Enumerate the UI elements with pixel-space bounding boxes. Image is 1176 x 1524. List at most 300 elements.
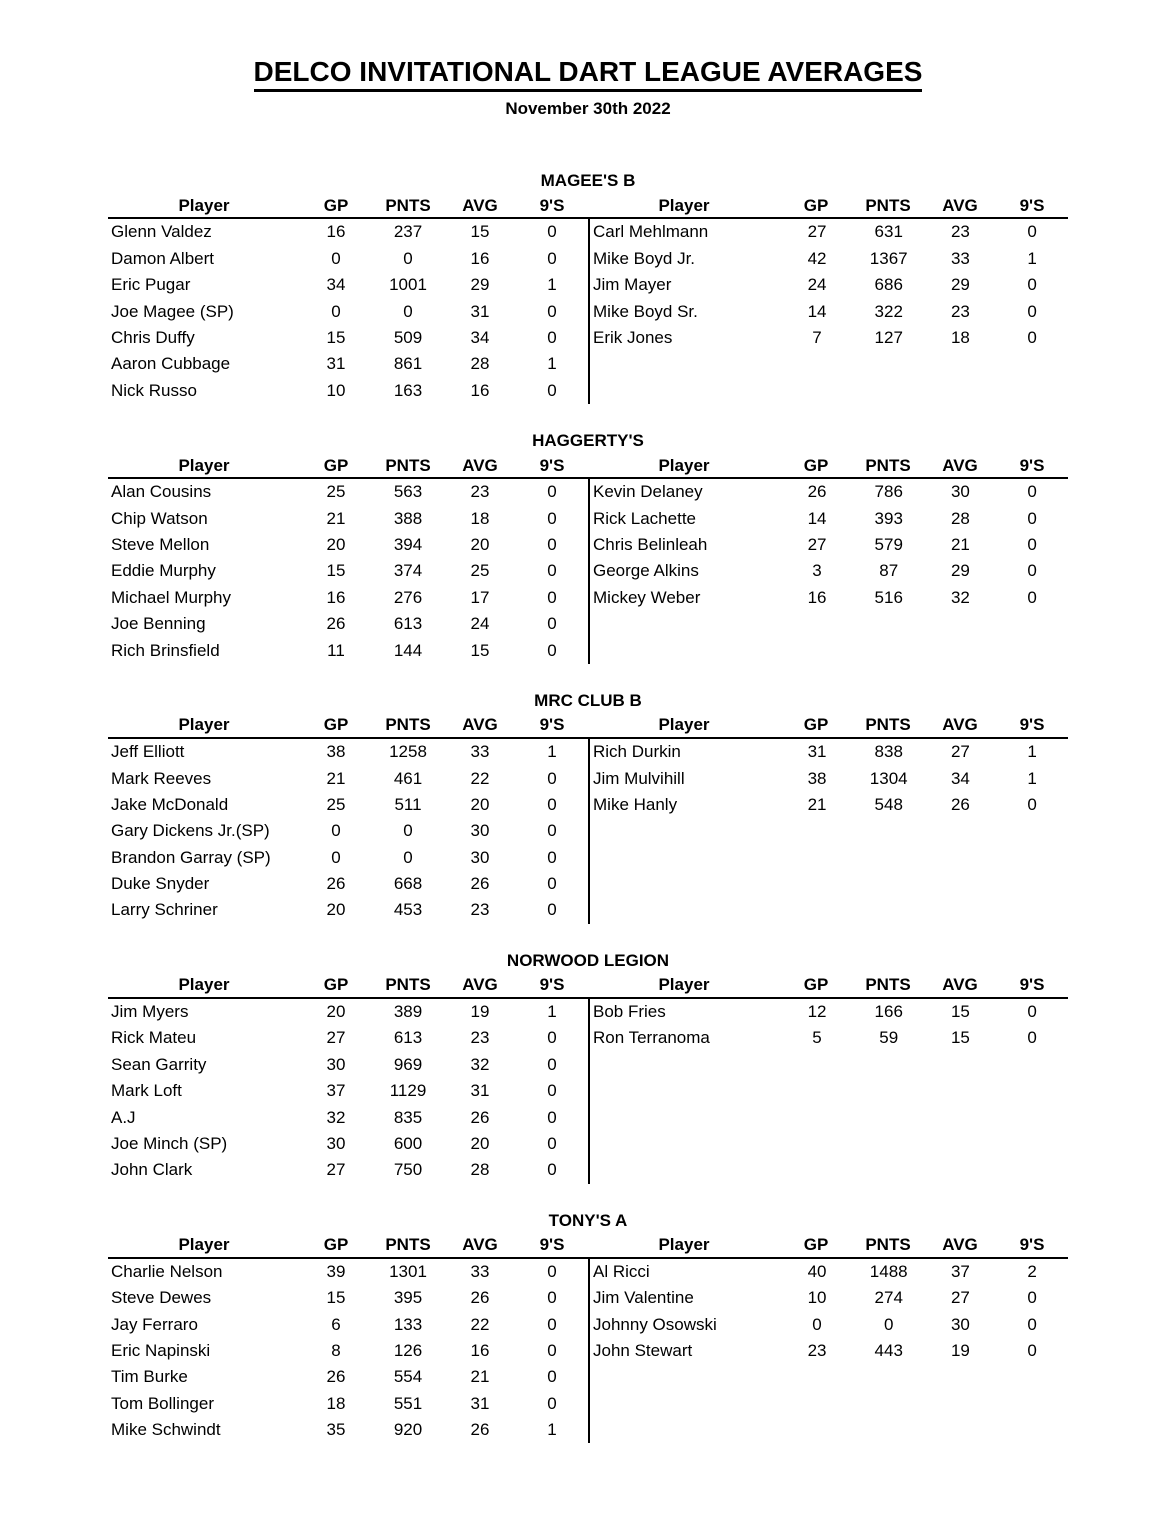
- pnts-cell: 0: [403, 847, 413, 867]
- table-left-half: [108, 196, 588, 404]
- avg-cell: 31: [470, 1081, 490, 1101]
- gp-cell: 26: [326, 1367, 346, 1387]
- col-header-player: Player: [658, 975, 710, 995]
- table-row: [108, 1052, 588, 1078]
- averages-table: [108, 456, 1068, 664]
- table-row: [108, 845, 588, 871]
- table-row: [108, 272, 588, 298]
- player-name-cell: Rich Durkin: [593, 742, 681, 762]
- pnts-cell: 395: [393, 1288, 423, 1308]
- nines-cell: 0: [1027, 482, 1037, 502]
- avg-cell: 15: [470, 222, 490, 242]
- player-name-cell: Jim Mayer: [593, 275, 672, 295]
- avg-cell: 32: [470, 1054, 490, 1074]
- avg-cell: 15: [950, 1028, 970, 1048]
- table-header: [108, 975, 588, 999]
- col-header-gp: GP: [323, 195, 349, 215]
- avg-cell: 33: [470, 1261, 490, 1281]
- pnts-cell: 394: [393, 535, 423, 555]
- gp-cell: 30: [326, 1133, 346, 1153]
- gp-cell: 27: [326, 1028, 346, 1048]
- avg-cell: 28: [470, 354, 490, 374]
- gp-cell: 34: [326, 275, 346, 295]
- pnts-cell: 0: [883, 1314, 894, 1334]
- gp-cell: 23: [807, 1340, 827, 1360]
- player-name-cell: Alan Cousins: [111, 482, 212, 502]
- gp-cell: 12: [807, 1001, 827, 1021]
- player-name-cell: Duke Snyder: [111, 874, 210, 894]
- avg-cell: 31: [470, 1393, 490, 1413]
- gp-cell: 21: [326, 768, 346, 788]
- gp-cell: 42: [807, 248, 827, 268]
- avg-cell: 23: [470, 482, 490, 502]
- pnts-cell: 166: [874, 1001, 903, 1021]
- col-header-nines: 9'S: [1019, 1235, 1045, 1255]
- table-header: [588, 975, 1068, 999]
- player-name-cell: John Stewart: [593, 1340, 693, 1360]
- nines-cell: 0: [547, 301, 557, 321]
- player-name-cell: Brandon Garray (SP): [111, 847, 271, 867]
- pnts-cell: 0: [403, 821, 413, 841]
- player-name-cell: Mike Hanly: [593, 794, 678, 814]
- col-header-avg: AVG: [942, 195, 978, 215]
- nines-cell: 0: [1027, 222, 1037, 242]
- pnts-cell: 126: [393, 1340, 423, 1360]
- table-row: [108, 818, 588, 844]
- col-header-nines: 9'S: [539, 1235, 565, 1255]
- avg-cell: 30: [950, 1314, 970, 1334]
- gp-cell: 25: [326, 482, 346, 502]
- player-name-cell: Tim Burke: [111, 1367, 188, 1387]
- player-name-cell: Joe Minch (SP): [111, 1133, 228, 1153]
- gp-cell: 26: [807, 482, 827, 502]
- nines-cell: 0: [1027, 328, 1037, 348]
- table-row: [590, 532, 1068, 558]
- col-header-gp: GP: [803, 715, 829, 735]
- table-row: [108, 871, 588, 897]
- table-row: [590, 325, 1068, 351]
- page-subtitle: November 30th 2022: [505, 99, 671, 119]
- table-rows: [108, 739, 588, 924]
- table-row: [108, 558, 588, 584]
- avg-cell: 26: [470, 1107, 490, 1127]
- avg-cell: 15: [950, 1001, 970, 1021]
- table-row: [590, 506, 1068, 532]
- averages-table: [108, 1235, 1068, 1443]
- gp-cell: 7: [812, 328, 822, 348]
- player-name-cell: Chip Watson: [111, 508, 208, 528]
- gp-cell: 27: [807, 535, 827, 555]
- team-name: TONY'S A: [548, 1210, 628, 1230]
- player-name-cell: Jeff Elliott: [111, 742, 185, 762]
- gp-cell: 21: [326, 508, 346, 528]
- table-row: [108, 611, 588, 637]
- avg-cell: 29: [470, 275, 490, 295]
- nines-cell: 0: [547, 1107, 557, 1127]
- pnts-cell: 786: [874, 482, 903, 502]
- gp-cell: 26: [326, 874, 346, 894]
- avg-cell: 16: [470, 380, 490, 400]
- team-section: [108, 431, 1068, 664]
- gp-cell: 31: [326, 354, 346, 374]
- pnts-cell: 668: [393, 874, 423, 894]
- nines-cell: 0: [1027, 275, 1037, 295]
- table-left-half: [108, 975, 588, 1183]
- gp-cell: 0: [331, 821, 341, 841]
- table-row: [590, 1338, 1068, 1364]
- table-row: [108, 637, 588, 663]
- pnts-cell: 322: [874, 301, 903, 321]
- table-row: [590, 272, 1068, 298]
- table-row: [590, 1285, 1068, 1311]
- avg-cell: 21: [950, 535, 970, 555]
- player-name-cell: Rich Brinsfield: [111, 640, 220, 660]
- table-header: [588, 196, 1068, 220]
- player-name-cell: Damon Albert: [111, 248, 214, 268]
- avg-cell: 23: [950, 301, 970, 321]
- col-header-gp: GP: [803, 975, 829, 995]
- nines-cell: 1: [547, 354, 557, 374]
- gp-cell: 14: [807, 508, 827, 528]
- col-header-player: Player: [178, 195, 230, 215]
- col-header-nines: 9'S: [1019, 975, 1045, 995]
- averages-table: [108, 975, 1068, 1183]
- nines-cell: 0: [547, 1340, 557, 1360]
- team-section: [108, 171, 1068, 404]
- nines-cell: 0: [547, 1288, 557, 1308]
- gp-cell: 20: [326, 900, 346, 920]
- player-name-cell: Al Ricci: [593, 1261, 650, 1281]
- player-name-cell: Chris Duffy: [111, 328, 195, 348]
- player-name-cell: Mickey Weber: [593, 587, 701, 607]
- table-row: [108, 1025, 588, 1051]
- table-rows: [108, 219, 588, 404]
- table-row: [108, 1364, 588, 1390]
- player-name-cell: Eric Napinski: [111, 1340, 211, 1360]
- page-title-text: DELCO INVITATIONAL DART LEAGUE AVERAGES: [254, 56, 923, 92]
- player-name-cell: Jake McDonald: [111, 794, 229, 814]
- avg-cell: 24: [470, 614, 490, 634]
- player-name-cell: Kevin Delaney: [593, 482, 703, 502]
- nines-cell: 0: [547, 874, 557, 894]
- table-row: [590, 585, 1068, 611]
- team-section: [108, 691, 1068, 924]
- col-header-pnts: PNTS: [865, 1235, 911, 1255]
- col-header-pnts: PNTS: [385, 195, 431, 215]
- player-name-cell: Jim Mulvihill: [593, 768, 685, 788]
- col-header-gp: GP: [803, 1235, 829, 1255]
- table-right-half: [588, 196, 1068, 404]
- player-name-cell: Ron Terranoma: [593, 1028, 710, 1048]
- avg-cell: 31: [470, 301, 490, 321]
- nines-cell: 0: [547, 328, 557, 348]
- nines-cell: 0: [1027, 794, 1037, 814]
- col-header-nines: 9'S: [539, 455, 565, 475]
- col-header-pnts: PNTS: [865, 455, 911, 475]
- team-name: NORWOOD LEGION: [506, 950, 670, 970]
- player-name-cell: Nick Russo: [111, 380, 197, 400]
- table-row: [590, 792, 1068, 818]
- player-name-cell: Charlie Nelson: [111, 1261, 223, 1281]
- player-name-cell: Bob Fries: [593, 1001, 666, 1021]
- avg-cell: 25: [470, 561, 490, 581]
- gp-cell: 10: [326, 380, 346, 400]
- avg-cell: 32: [950, 587, 970, 607]
- player-name-cell: Michael Murphy: [111, 587, 231, 607]
- avg-cell: 33: [470, 742, 490, 762]
- table-row: [108, 1259, 588, 1285]
- avg-cell: 21: [470, 1367, 490, 1387]
- avg-cell: 19: [950, 1340, 970, 1360]
- gp-cell: 38: [807, 768, 827, 788]
- avg-cell: 22: [470, 1314, 490, 1334]
- table-rows: [588, 219, 1068, 404]
- gp-cell: 27: [326, 1160, 346, 1180]
- pnts-cell: 861: [393, 354, 423, 374]
- gp-cell: 24: [807, 275, 827, 295]
- avg-cell: 20: [470, 794, 490, 814]
- col-header-avg: AVG: [942, 455, 978, 475]
- avg-cell: 26: [470, 1420, 490, 1440]
- avg-cell: 29: [950, 561, 970, 581]
- nines-cell: 0: [547, 847, 557, 867]
- pnts-cell: 1258: [389, 742, 427, 762]
- nines-cell: 0: [547, 1367, 557, 1387]
- table-row: [590, 1311, 1068, 1337]
- table-row: [590, 558, 1068, 584]
- col-header-pnts: PNTS: [865, 975, 911, 995]
- pnts-cell: 750: [393, 1160, 423, 1180]
- table-row: [108, 739, 588, 765]
- pnts-cell: 237: [393, 222, 423, 242]
- col-header-avg: AVG: [462, 1235, 498, 1255]
- gp-cell: 38: [326, 742, 346, 762]
- col-header-pnts: PNTS: [385, 455, 431, 475]
- col-header-nines: 9'S: [1019, 195, 1045, 215]
- nines-cell: 0: [1027, 1288, 1037, 1308]
- nines-cell: 0: [547, 1261, 557, 1281]
- gp-cell: 14: [807, 301, 827, 321]
- gp-cell: 37: [326, 1081, 346, 1101]
- player-name-cell: Joe Benning: [111, 614, 206, 634]
- player-name-cell: Steve Dewes: [111, 1288, 212, 1308]
- player-name-cell: Glenn Valdez: [111, 222, 212, 242]
- gp-cell: 27: [807, 222, 827, 242]
- gp-cell: 20: [326, 535, 346, 555]
- player-name-cell: Mark Reeves: [111, 768, 212, 788]
- player-name-cell: Mike Schwindt: [111, 1420, 221, 1440]
- nines-cell: 0: [1027, 301, 1037, 321]
- avg-cell: 20: [470, 1133, 490, 1153]
- col-header-gp: GP: [323, 715, 349, 735]
- nines-cell: 0: [547, 587, 557, 607]
- table-row: [108, 1417, 588, 1443]
- table-row: [590, 739, 1068, 765]
- player-name-cell: Larry Schriner: [111, 900, 218, 920]
- pnts-cell: 461: [393, 768, 423, 788]
- pnts-cell: 920: [393, 1420, 423, 1440]
- pnts-cell: 163: [393, 380, 423, 400]
- col-header-player: Player: [178, 715, 230, 735]
- pnts-cell: 686: [874, 275, 903, 295]
- pnts-cell: 388: [393, 508, 423, 528]
- pnts-cell: 1304: [869, 768, 908, 788]
- gp-cell: 16: [807, 587, 827, 607]
- player-name-cell: Tom Bollinger: [111, 1393, 214, 1413]
- avg-cell: 28: [470, 1160, 490, 1180]
- gp-cell: 6: [331, 1314, 341, 1334]
- table-row: [590, 479, 1068, 505]
- team-name: MRC CLUB B: [534, 690, 642, 710]
- avg-cell: 26: [470, 1288, 490, 1308]
- col-header-player: Player: [178, 975, 230, 995]
- col-header-pnts: PNTS: [865, 195, 911, 215]
- pnts-cell: 516: [874, 587, 903, 607]
- avg-cell: 26: [950, 794, 970, 814]
- pnts-cell: 389: [393, 1001, 423, 1021]
- nines-cell: 0: [547, 1160, 557, 1180]
- player-name-cell: Mike Boyd Jr.: [593, 248, 696, 268]
- pnts-cell: 1301: [389, 1261, 427, 1281]
- player-name-cell: Jay Ferraro: [111, 1314, 198, 1334]
- avg-cell: 30: [470, 821, 490, 841]
- col-header-player: Player: [178, 1235, 230, 1255]
- table-row: [108, 897, 588, 923]
- table-row: [108, 1391, 588, 1417]
- col-header-nines: 9'S: [1019, 715, 1045, 735]
- col-header-pnts: PNTS: [385, 975, 431, 995]
- player-name-cell: Erik Jones: [593, 328, 673, 348]
- pnts-cell: 393: [874, 508, 903, 528]
- nines-cell: 0: [547, 1028, 557, 1048]
- player-name-cell: Mike Boyd Sr.: [593, 301, 698, 321]
- table-row: [108, 532, 588, 558]
- table-left-half: [108, 1235, 588, 1443]
- table-row: [108, 298, 588, 324]
- averages-table: [108, 196, 1068, 404]
- nines-cell: 0: [1027, 1028, 1037, 1048]
- pnts-cell: 1488: [869, 1261, 908, 1281]
- avg-cell: 30: [470, 847, 490, 867]
- avg-cell: 28: [950, 508, 970, 528]
- nines-cell: 0: [547, 768, 557, 788]
- pnts-cell: 509: [393, 328, 423, 348]
- pnts-cell: 133: [393, 1314, 423, 1334]
- avg-cell: 17: [470, 587, 490, 607]
- avg-cell: 15: [470, 640, 490, 660]
- pnts-cell: 613: [393, 614, 423, 634]
- nines-cell: 0: [547, 1393, 557, 1413]
- nines-cell: 0: [547, 222, 557, 242]
- nines-cell: 0: [1027, 1340, 1037, 1360]
- col-header-nines: 9'S: [539, 975, 565, 995]
- player-name-cell: Jim Myers: [111, 1001, 189, 1021]
- table-row: [108, 1078, 588, 1104]
- nines-cell: 0: [547, 794, 557, 814]
- col-header-player: Player: [658, 1235, 710, 1255]
- col-header-pnts: PNTS: [865, 715, 911, 735]
- table-row: [590, 999, 1068, 1025]
- avg-cell: 29: [950, 275, 970, 295]
- nines-cell: 1: [1027, 248, 1037, 268]
- gp-cell: 5: [812, 1028, 822, 1048]
- player-name-cell: Aaron Cubbage: [111, 354, 231, 374]
- pnts-cell: 0: [403, 248, 413, 268]
- table-rows: [108, 999, 588, 1184]
- nines-cell: 0: [547, 900, 557, 920]
- gp-cell: 0: [331, 847, 341, 867]
- gp-cell: 0: [331, 301, 341, 321]
- table-header: [588, 715, 1068, 739]
- col-header-player: Player: [658, 715, 710, 735]
- table-header: [108, 1235, 588, 1259]
- avg-cell: 22: [470, 768, 490, 788]
- pnts-cell: 600: [393, 1133, 423, 1153]
- nines-cell: 0: [547, 1081, 557, 1101]
- table-right-half: [588, 456, 1068, 664]
- pnts-cell: 554: [393, 1367, 423, 1387]
- avg-cell: 18: [950, 328, 970, 348]
- gp-cell: 15: [326, 328, 346, 348]
- nines-cell: 0: [547, 821, 557, 841]
- table-row: [108, 999, 588, 1025]
- avg-cell: 34: [470, 328, 490, 348]
- pnts-cell: 374: [393, 561, 423, 581]
- pnts-cell: 87: [879, 561, 899, 581]
- gp-cell: 11: [327, 640, 345, 660]
- nines-cell: 1: [547, 275, 557, 295]
- nines-cell: 0: [547, 561, 557, 581]
- page-title: [0, 56, 1176, 88]
- avg-cell: 37: [950, 1261, 970, 1281]
- col-header-avg: AVG: [462, 715, 498, 735]
- nines-cell: 0: [1027, 1314, 1037, 1334]
- player-name-cell: George Alkins: [593, 561, 699, 581]
- col-header-avg: AVG: [942, 1235, 978, 1255]
- player-name-cell: Eric Pugar: [111, 275, 191, 295]
- team-name: MAGEE'S B: [540, 171, 636, 191]
- gp-cell: 40: [807, 1261, 827, 1281]
- avg-cell: 16: [470, 1340, 490, 1360]
- table-left-half: [108, 456, 588, 664]
- table-row: [590, 765, 1068, 791]
- col-header-nines: 9'S: [539, 195, 565, 215]
- pnts-cell: 1367: [869, 248, 908, 268]
- pnts-cell: 835: [393, 1107, 423, 1127]
- gp-cell: 10: [807, 1288, 827, 1308]
- gp-cell: 20: [326, 1001, 346, 1021]
- table-row: [108, 792, 588, 818]
- col-header-gp: GP: [323, 1235, 349, 1255]
- nines-cell: 0: [1027, 561, 1037, 581]
- pnts-cell: 443: [874, 1340, 903, 1360]
- player-name-cell: John Clark: [111, 1160, 193, 1180]
- table-right-half: [588, 715, 1068, 923]
- nines-cell: 0: [547, 482, 557, 502]
- player-name-cell: Sean Garrity: [111, 1054, 207, 1074]
- gp-cell: 30: [326, 1054, 346, 1074]
- gp-cell: 16: [326, 587, 346, 607]
- gp-cell: 26: [326, 614, 346, 634]
- col-header-player: Player: [178, 455, 230, 475]
- col-header-avg: AVG: [942, 715, 978, 735]
- gp-cell: 32: [326, 1107, 346, 1127]
- gp-cell: 25: [326, 794, 346, 814]
- table-rows: [588, 739, 1068, 924]
- avg-cell: 23: [950, 222, 970, 242]
- table-header: [588, 456, 1068, 480]
- gp-cell: 15: [326, 561, 346, 581]
